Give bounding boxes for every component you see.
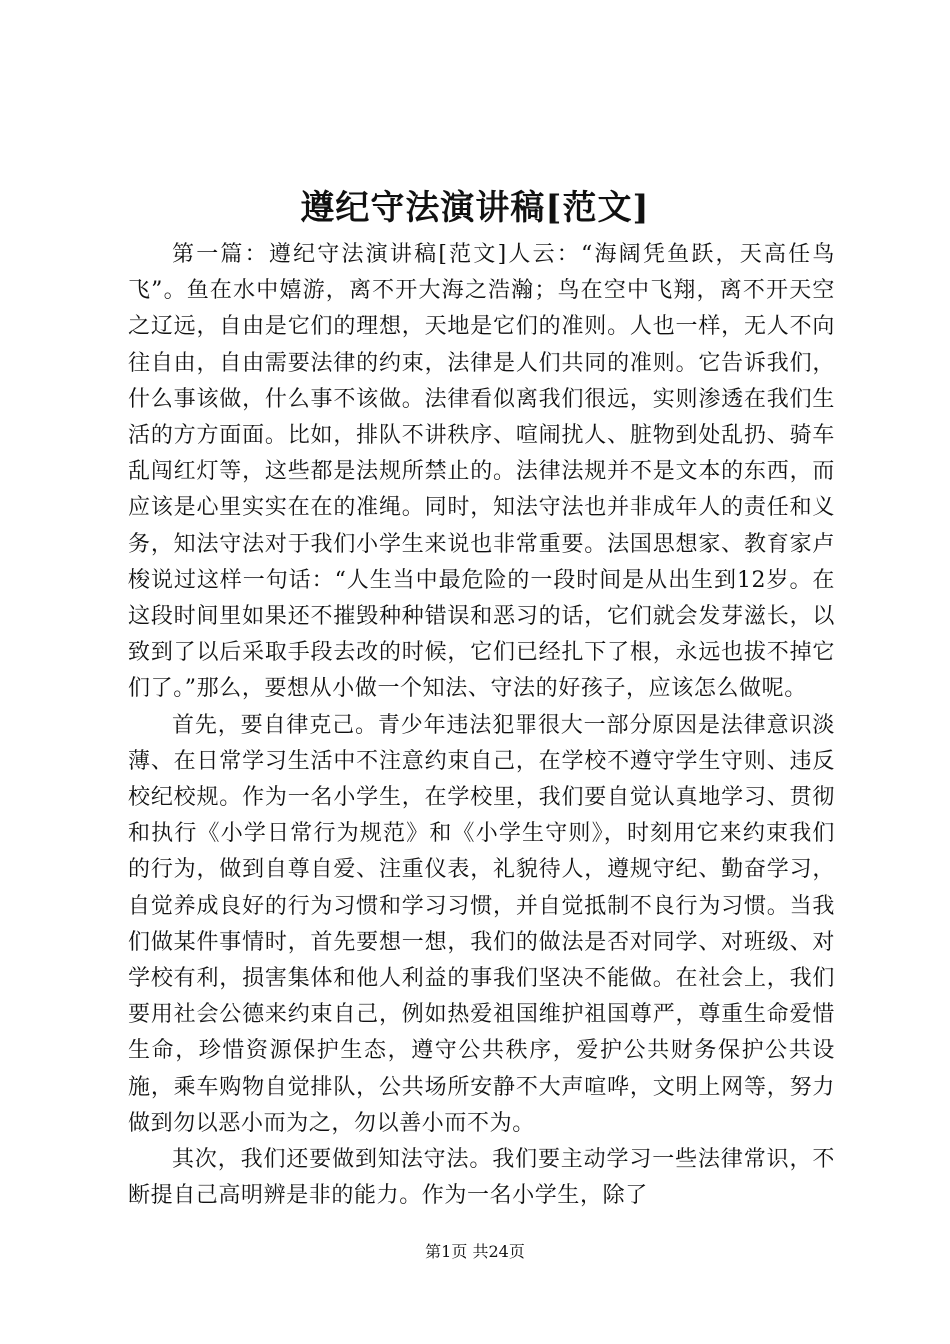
- page-total: 共24页: [472, 1242, 525, 1261]
- paragraph-2: 首先，要自律克己。青少年违法犯罪很大一部分原因是法律意识淡薄、在日常学习生活中不注意约束自己，在学校不遵守学生守则、违反校纪校规。作为一名小学生，在学校里，我们要自觉认真地学习、贯彻和执行《小学日常行为规范》和《小学生守则》，时刻用它来约束我们的行为，做到自尊自爱、注重仪表，礼貌待人，遵规守纪、勤奋学习，自觉养成良好的行为习惯和学习习惯，并自觉抵制不良行为习惯。当我们做某件事情时，首先要想一想，我们的做法是否对同学、对班级、对学校有利，损害集体和他人利益的事我们坚决不能做。在社会上，我们要用社会公德来约束自己，例如热爱祖国维护祖国尊严，尊重生命爱惜生命，珍惜资源保护生态，遵守公共秩序，爱护公共财务保护公共设施，乘车购物自觉排队，公共场所安静不大声喧哗，文明上网等，努力做到勿以恶小而为之，勿以善小而不为。: [128, 712, 835, 1136]
- document-body: [128, 237, 835, 1214]
- paragraph-3: 其次，我们还要做到知法守法。我们要主动学习一些法律常识，不断提自己高明辨是非的能力。作为一名小学生，除了: [128, 1147, 835, 1209]
- page-footer: [0, 1240, 950, 1264]
- page-number: 第1页: [425, 1242, 468, 1261]
- paragraph-1: 第一篇：遵纪守法演讲稿[范文]人云：“海阔凭鱼跃，天高任鸟飞”。鱼在水中嬉游，离不开大海之浩瀚；鸟在空中飞翔，离不开天空之辽远，自由是它们的理想，天地是它们的准则。人也一样，无人不向往自由，自由需要法律的约束，法律是人们共同的准则。它告诉我们，什么事该做，什么事不该做。法律看似离我们很远，实则渗透在我们生活的方方面面。比如，排队不讲秩序、喧闹扰人、脏物到处乱扔、骑车乱闯红灯等，这些都是法规所禁止的。法律法规并不是文本的东西，而应该是心里实实在在的准绳。同时，知法守法也并非成年人的责任和义务，知法守法对于我们小学生来说也非常重要。法国思想家、教育家卢梭说过这样一句话：“人生当中最危险的一段时间是从出生到12岁。在这段时间里如果还不摧毁种种错误和恶习的话，它们就会发芽滋长，以致到了以后采取手段去改的时候，它们已经扎下了根，永远也拔不掉它们了。”那么，要想从小做一个知法、守法的好孩子，应该怎么做呢。: [128, 242, 835, 702]
- document-title: 遵纪守法演讲稿[范文]: [300, 188, 650, 228]
